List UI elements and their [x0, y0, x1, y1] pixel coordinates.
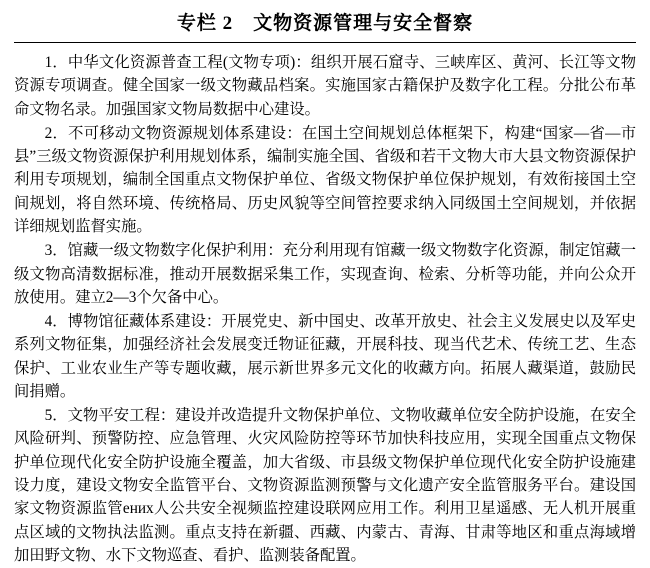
body-text: [14, 51, 636, 568]
paragraph: 3．馆藏一级文物数字化保护利用：充分利用现有馆藏一级文物数字化资源，制定馆藏一级文物高清数据标准，推动开展数据采集工作，实现查询、检索、分析等功能，并向公众开放使用。建立2—3个欠备中心。: [14, 242, 636, 306]
page-title: 专栏 2 文物资源管理与安全督察: [176, 13, 474, 34]
paragraph: 4．博物馆征藏体系建设：开展党史、新中国史、改革开放史、社会主义发展史以及军史系列文物征集，加强经济社会发展变迁物证征藏，开展科技、现当代艺术、传统工艺、生态保护、工业农业生产等专题收藏，展示新世界多元文化的收藏方向。拓展人藏渠道，鼓励民间捐赠。: [14, 312, 636, 400]
paragraph: 1．中华文化资源普查工程(文物专项)：组织开展石窟寺、三峡库区、黄河、长江等文物资源专项调查。健全国家一级文物藏品档案。实施国家古籍保护及数字化工程。分批公布革命文物名录。加强国家文物局数据中心建设。: [14, 54, 636, 118]
paragraph: 5．文物平安工程：建设并改造提升文物保护单位、文物收藏单位安全防护设施，在安全风险研判、预警防控、应急管理、火灾风险防控等环节加快科技应用，实现全国重点文物保护单位现代化安全防护设施全覆盖，加大省级、市县级文物保护单位现代化安全防护设施建设力度，建设文物安全监管平台、文物资源监测预警与文化遗产安全监管服务平台。建设国家文物资源监管ених人公共安全视频监控建设联网应用工作。利用卫星遥感、无人机开展重点区域的文物执法监测。重点支持在新疆、西藏、内蒙古、青海、甘肃等地区和重点海域增加田野文物、水下文物巡查、看护、监测装备配置。: [14, 406, 636, 565]
title-divider: [14, 42, 636, 43]
paragraph: 2．不可移动文物资源规划体系建设：在国土空间规划总体框架下，构建“国家—省—市县”三级文物资源保护利用规划体系，编制实施全国、省级和若干文物大市大县文物资源保护利用专项规划，编制全国重点文物保护单位、省级文物保护单位保护规划，有效衔接国土空间规划，将自然环境、传统格局、历史风貌等空间管控要求纳入同级国土空间规划，并依据详细规划监督实施。: [14, 124, 636, 236]
